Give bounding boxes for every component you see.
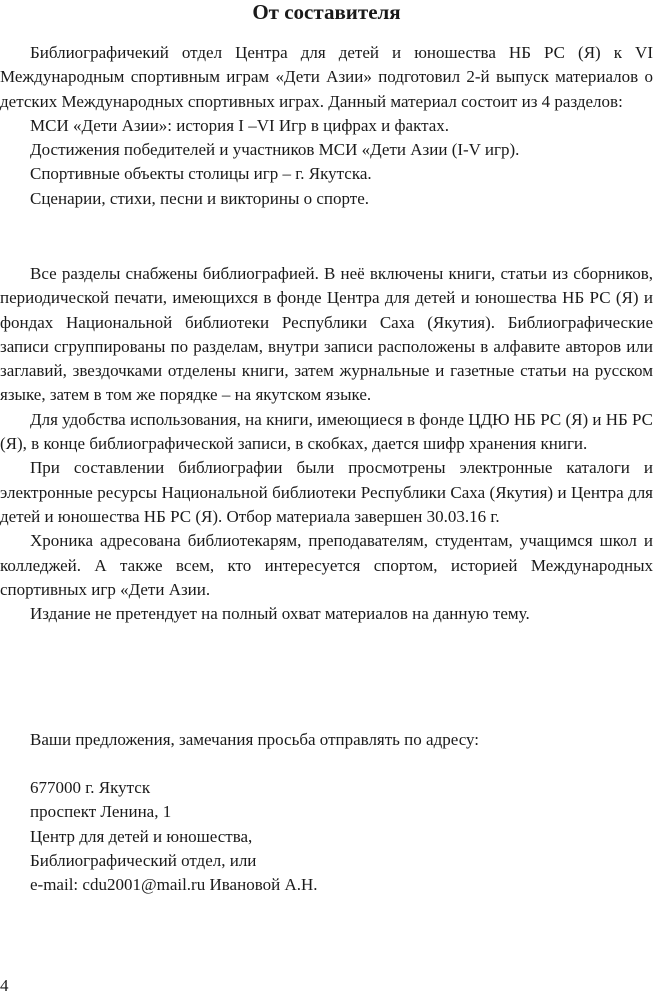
section-item-1: МСИ «Дети Азии»: история I –VI Игр в цифрах и фактах. — [30, 115, 450, 135]
page-title: От составителя — [252, 0, 401, 24]
usage-paragraph: Для удобства использования, на книги, имеющиеся в фонде ЦДЮ НБ РС (Я) и НБ РС (Я), в конце библиографической записи, в скобках, дается шифр хранения книги. — [0, 409, 653, 454]
section-item-2: Достижения победителей и участников МСИ «Дети Азии (I-V игр). — [30, 140, 520, 160]
address-department: Библиографический отдел, или — [30, 850, 257, 870]
intro-paragraph: Библиографичекий отдел Центра для детей и юношества НБ РС (Я) к VI Международным спортивным играм «Дети Азии» подготовил 2-й выпуск материалов о детских Международных спортивных играх. Данный материал состоит из 4 разделов: — [0, 43, 653, 111]
address-postal: 677000 г. Якутск — [30, 778, 151, 797]
sources-paragraph: При составлении библиографии были просмотрены электронные каталоги и электронные ресурсы Национальной библиотеки Республики Саха (Якутия) и Центра для детей и юношества НБ РС (Я). Отбор материала завершен 30.03.16 г. — [0, 458, 653, 526]
body-block — [0, 262, 653, 626]
address-block — [0, 776, 653, 897]
section-item-3: Спортивные объекты столицы игр – г. Якутска. — [30, 164, 372, 184]
address-email: e-mail: cdu2001@mail.ru Ивановой А.Н. — [30, 875, 318, 895]
intro-block — [0, 41, 653, 211]
section-item-4: Сценарии, стихи, песни и викторины о спорте. — [30, 188, 370, 208]
audience-paragraph: Хроника адресована библиотекарям, преподавателям, студентам, учащимся школ и колледжей. А также всем, кто интересуется спортом, историей Международных спортивных игр «Дети Азии. — [0, 531, 653, 599]
bibliography-paragraph: Все разделы снабжены библиографией. В неё включены книги, статьи из сборников, периодической печати, имеющихся в фонде Центра для детей и юношества НБ РС (Я) и фондах Национальной библиотеки Республики Саха (Якутия). Библиографические записи сгруппированы по разделам, внутри записи расположены в алфавите авторов или заглавий, звездочками отделены книги, затем журнальные и газетные статьи на русском языке, затем в том же порядке – на якутском языке. — [0, 264, 653, 405]
contact-request-block — [0, 728, 653, 752]
address-street: проспект Ленина, 1 — [30, 802, 172, 822]
page-number: 4 — [0, 976, 9, 995]
coverage-paragraph: Издание не претендует на полный охват материалов на данную тему. — [30, 604, 530, 624]
contact-request: Ваши предложения, замечания просьба отправлять по адресу: — [30, 730, 480, 749]
address-organization: Центр для детей и юношества, — [30, 826, 253, 846]
